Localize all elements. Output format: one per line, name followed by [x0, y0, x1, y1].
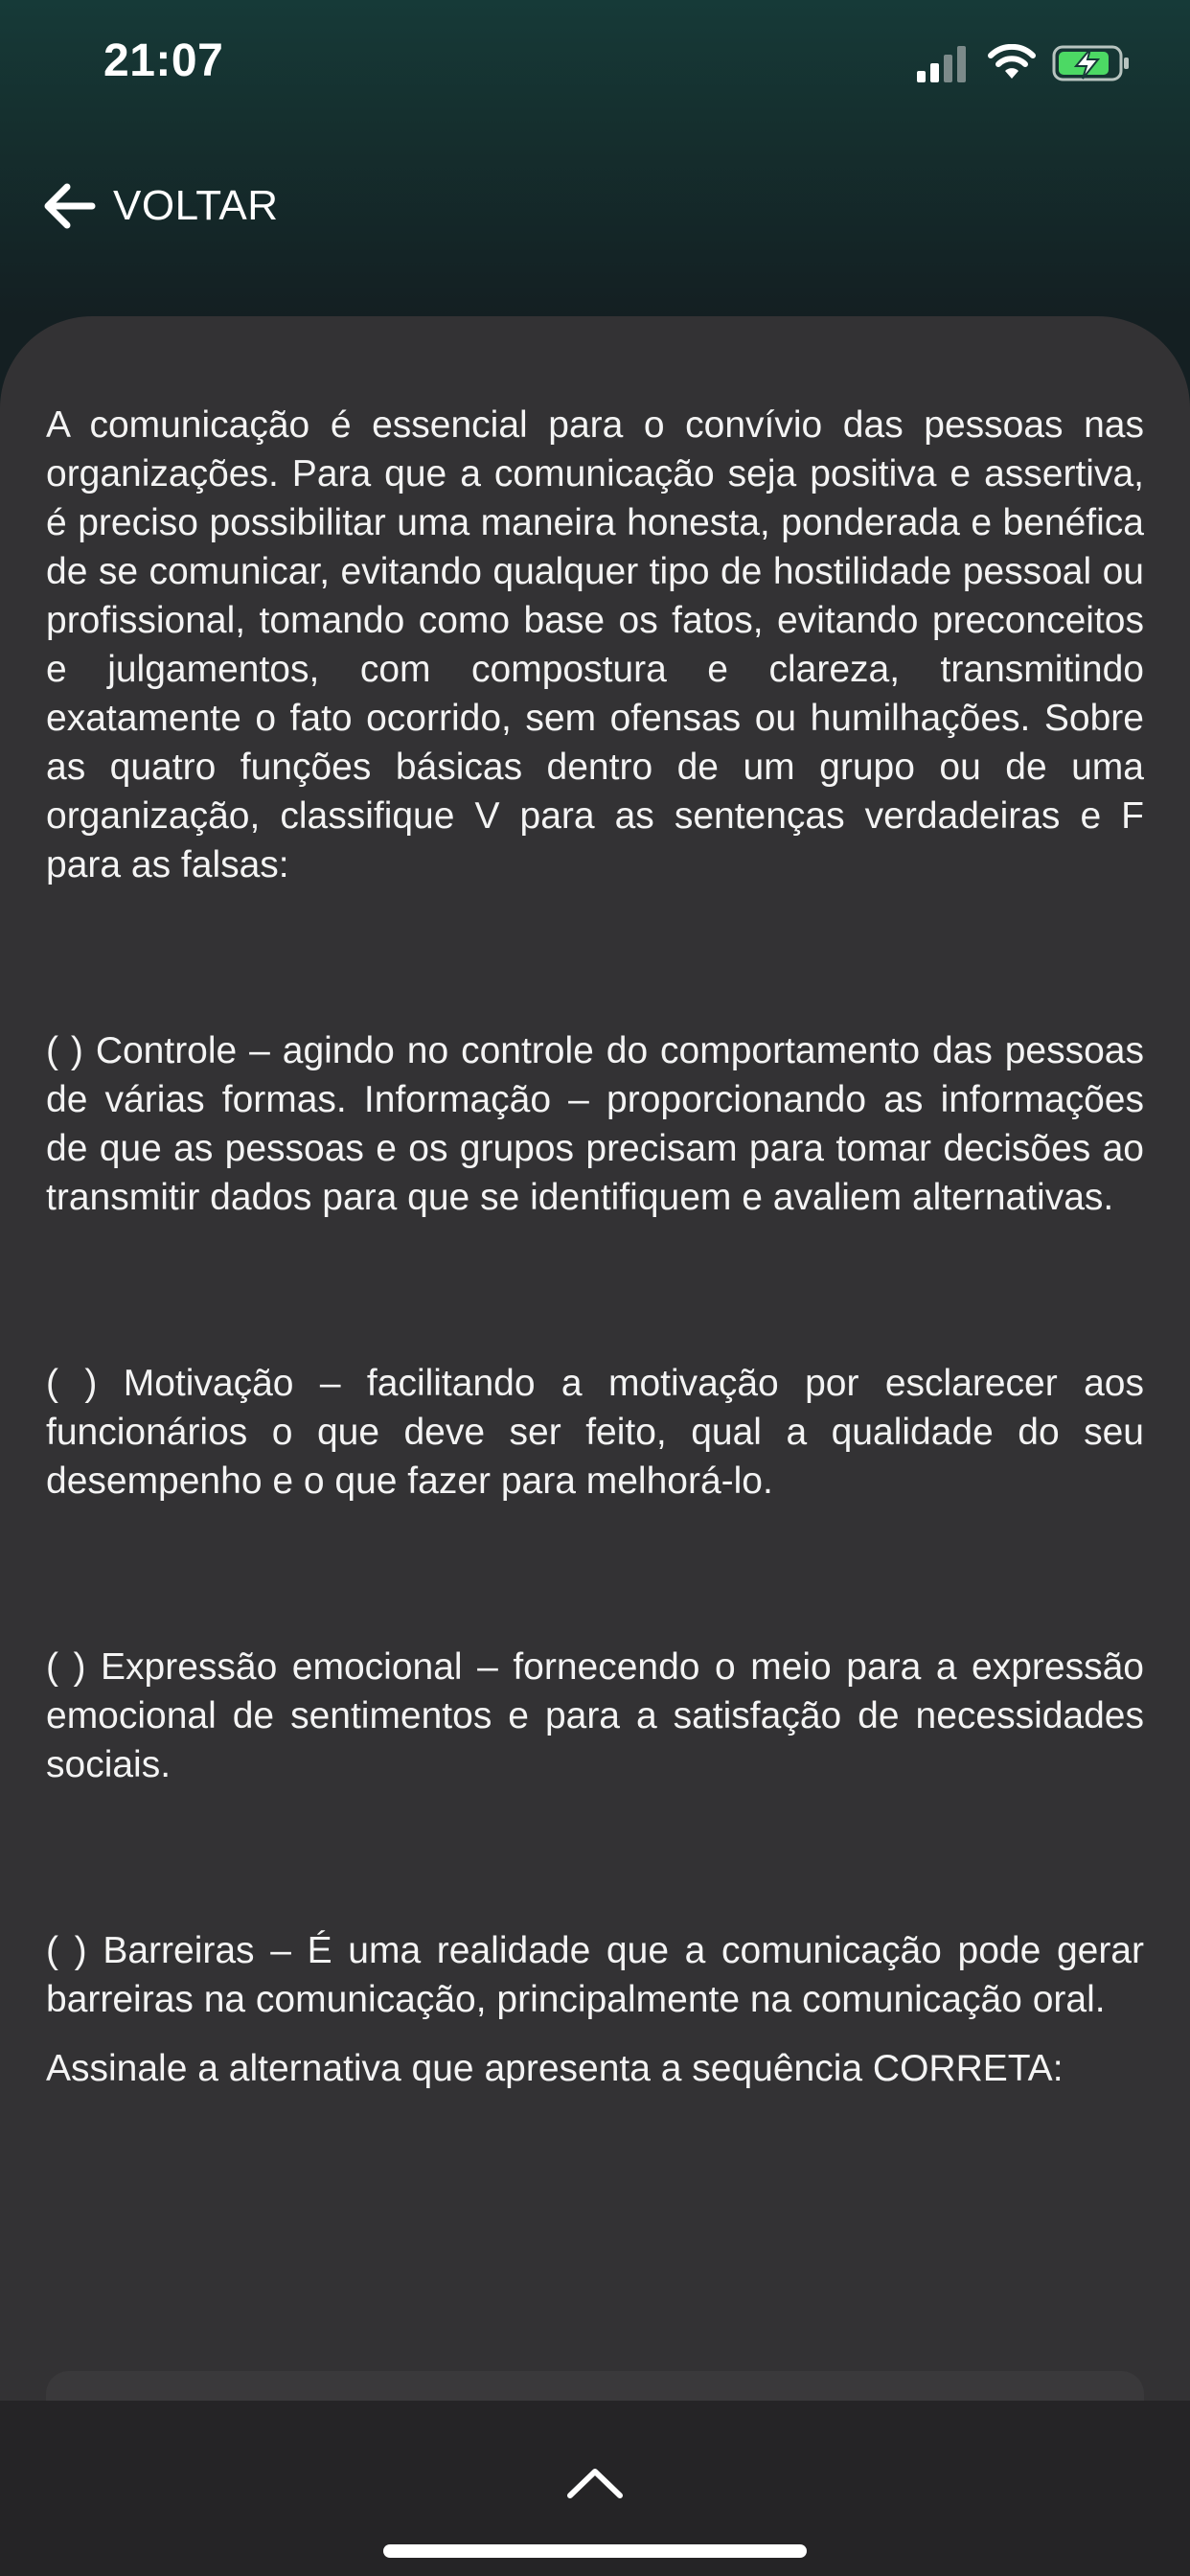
- bottom-bar: [0, 2401, 1190, 2576]
- home-indicator[interactable]: [383, 2544, 807, 2558]
- chevron-up-icon[interactable]: [565, 2466, 625, 2500]
- statement-motivacao: ( ) Motivação – facilitando a motivação por esclarecer aos funcionários o que deve ser feito, qual a qualidade do seu desempenho e o que fazer para melhorá-lo.: [46, 1363, 1144, 1502]
- question-instruction: Assinale a alternativa que apresenta a sequência CORRETA:: [46, 2048, 1064, 2089]
- cellular-signal-icon: [915, 46, 969, 82]
- arrow-left-icon: [38, 175, 100, 237]
- statement-expressao-emocional: ( ) Expressão emocional – fornecendo o meio para a expressão emocional de sentimentos e para a satisfação de necessidades sociais.: [46, 1646, 1144, 1785]
- back-label: VOLTAR: [113, 182, 279, 229]
- question-card: [0, 316, 1190, 2576]
- wifi-icon: [987, 44, 1037, 82]
- status-time: 21:07: [103, 35, 224, 86]
- statement-controle: ( ) Controle – agindo no controle do comportamento das pessoas de várias formas. Informação – proporcionando as informações de que as pessoas e os grupos precisam para tomar decisões ao transmitir dados para que se identifiquem e avaliem alternativas.: [46, 1030, 1144, 1218]
- question-body: [46, 401, 1144, 2093]
- statement-barreiras: ( ) Barreiras – É uma realidade que a comunicação pode gerar barreiras na comunicação, principalmente na comunicação oral.: [46, 1930, 1144, 2020]
- status-bar: [0, 0, 1190, 134]
- back-button[interactable]: [38, 172, 279, 240]
- question-intro: A comunicação é essencial para o convívio das pessoas nas organizações. Para que a comunicação seja positiva e assertiva, é preciso possibilitar uma maneira honesta, ponderada e benéfica de se comunicar, evitando qualquer tipo de hostilidade pessoal ou profissional, tomando como base os fatos, evitando preconceitos e julgamentos, com compostura e clareza, transmitindo exatamente o fato ocorrido, sem ofensas ou humilhações. Sobre as quatro funções básicas dentro de um grupo ou de uma organização, classifique V para as sentenças verdadeiras e F para as falsas:: [46, 404, 1144, 886]
- battery-charging-icon: [1052, 44, 1131, 82]
